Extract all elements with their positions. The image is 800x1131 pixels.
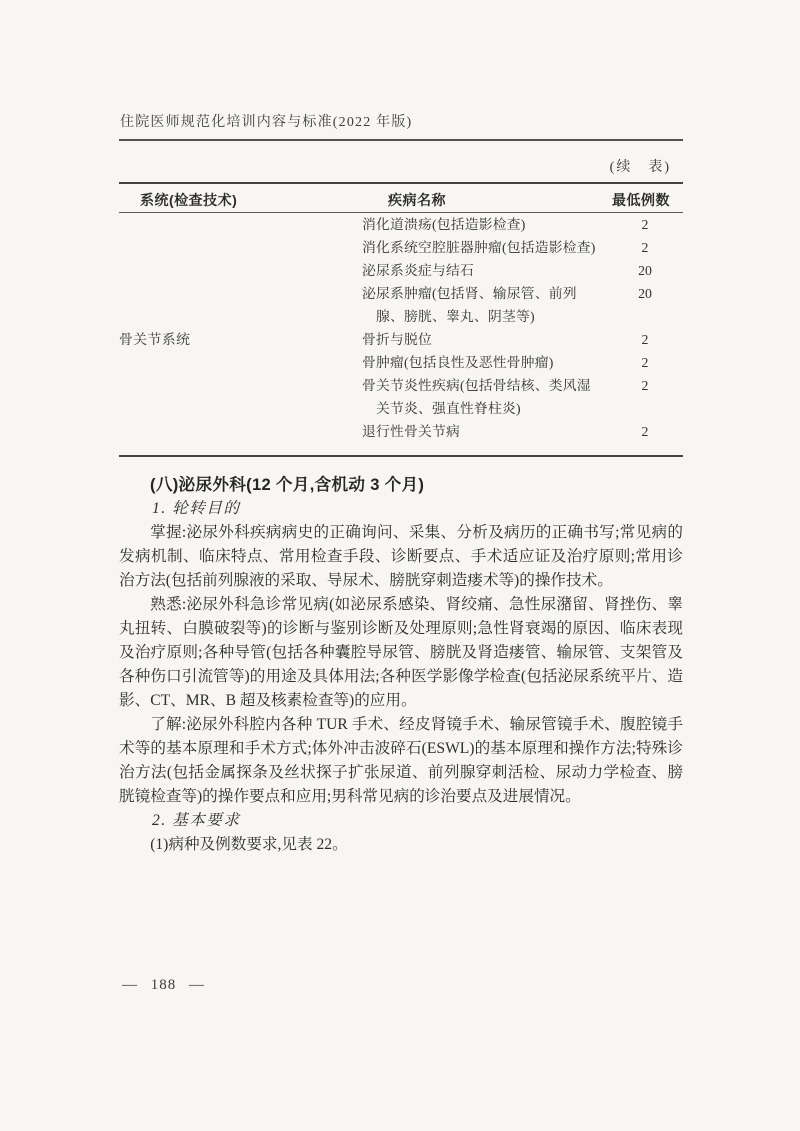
column-header-disease: 疾病名称 (388, 192, 446, 208)
system-cell: 骨关节系统 (119, 332, 191, 347)
table-row (119, 213, 683, 236)
disease-case-table (119, 182, 683, 457)
min-cases-cell: 2 (641, 217, 649, 232)
paragraph-master: 掌握:泌尿外科疾病病史的正确询问、采集、分析及病历的正确书写;常见病的发病机制、临床特点、常用检查手段、诊断要点、手术适应证及治疗原则;常用诊治方法(包括前列腺液的采取、导尿术、膀胱穿刺造瘘术等)的操作技术。 (119, 524, 683, 589)
system-cell (119, 420, 362, 443)
min-cases-cell: 2 (641, 240, 649, 255)
basic-requirements-label: 2. 基本要求 (152, 812, 241, 829)
system-cell (119, 236, 362, 259)
column-header-min-cases: 最低例数 (612, 192, 670, 208)
min-cases-cell: 2 (641, 424, 649, 439)
min-cases-cell: 2 (641, 378, 649, 393)
system-cell (119, 351, 362, 374)
table-body (119, 213, 683, 457)
running-header: 住院医师规范化培训内容与标准(2022 年版) (120, 115, 413, 130)
disease-cell: 泌尿系炎症与结石 (362, 263, 474, 278)
system-cell (119, 259, 362, 282)
system-cell (119, 282, 362, 328)
table-row (119, 236, 683, 259)
page-number: — 188 — (122, 977, 205, 993)
min-cases-cell: 2 (641, 332, 649, 347)
system-cell (119, 374, 362, 420)
disease-cell: 退行性骨关节病 (362, 424, 460, 439)
disease-cell: 骨肿瘤(包括良性及恶性骨肿瘤) (362, 355, 554, 370)
paragraph-understand: 了解:泌尿外科腔内各种 TUR 手术、经皮肾镜手术、输尿管镜手术、腹腔镜手术等的基本原理和手术方式;体外冲击波碎石(ESWL)的基本原理和操作方法;特殊诊治方法(包括金属探条及丝状探子扩张尿道、前列腺穿刺活检、尿动力学检查、膀胱镜检查等)的操作要点和应用;男科常见病的诊治要点及进展情况。 (119, 716, 683, 805)
disease-cell: 骨关节炎性疾病(包括骨结核、类风湿关节炎、强直性脊柱炎) (362, 378, 591, 416)
paragraph-familiar: 熟悉:泌尿外科急诊常见病(如泌尿系感染、肾绞痛、急性尿潴留、肾挫伤、睾丸扭转、白膜破裂等)的诊断与鉴别诊断及处理原则;急性肾衰竭的原因、临床表现及治疗原则;各种导管(包括各种囊腔导尿管、膀胱及肾造瘘管、输尿管、支架管及各种伤口引流管等)的用途及具体用法;各种医学影像学检查(包括泌尿系统平片、造影、CT、MR、B 超及核素检查等)的应用。 (119, 596, 683, 709)
disease-cell: 消化道溃疡(包括造影检查) (362, 217, 526, 232)
disease-cell: 泌尿系肿瘤(包括肾、输尿管、前列腺、膀胱、睾丸、阴茎等) (362, 286, 577, 324)
table-continued-label: (续 表) (609, 160, 671, 175)
table-row (119, 420, 683, 443)
section-heading: (八)泌尿外科(12 个月,含机动 3 个月) (150, 475, 425, 494)
requirement-line: (1)病种及例数要求,见表 22。 (150, 836, 348, 853)
section-body (119, 473, 683, 857)
table-row (119, 374, 683, 420)
column-header-system: 系统(检查技术) (140, 192, 238, 208)
min-cases-cell: 20 (638, 286, 652, 301)
table-row (119, 351, 683, 374)
table-row (119, 259, 683, 282)
table-header-row (119, 184, 683, 213)
min-cases-cell: 20 (638, 263, 652, 278)
system-cell (119, 213, 362, 236)
disease-cell: 消化系统空腔脏器肿瘤(包括造影检查) (362, 240, 596, 255)
table-row (119, 328, 683, 351)
header-rule (119, 139, 683, 141)
min-cases-cell: 2 (641, 355, 649, 370)
disease-cell: 骨折与脱位 (362, 332, 432, 347)
table-row (119, 282, 683, 328)
rotation-purpose-label: 1. 轮转目的 (152, 500, 241, 517)
